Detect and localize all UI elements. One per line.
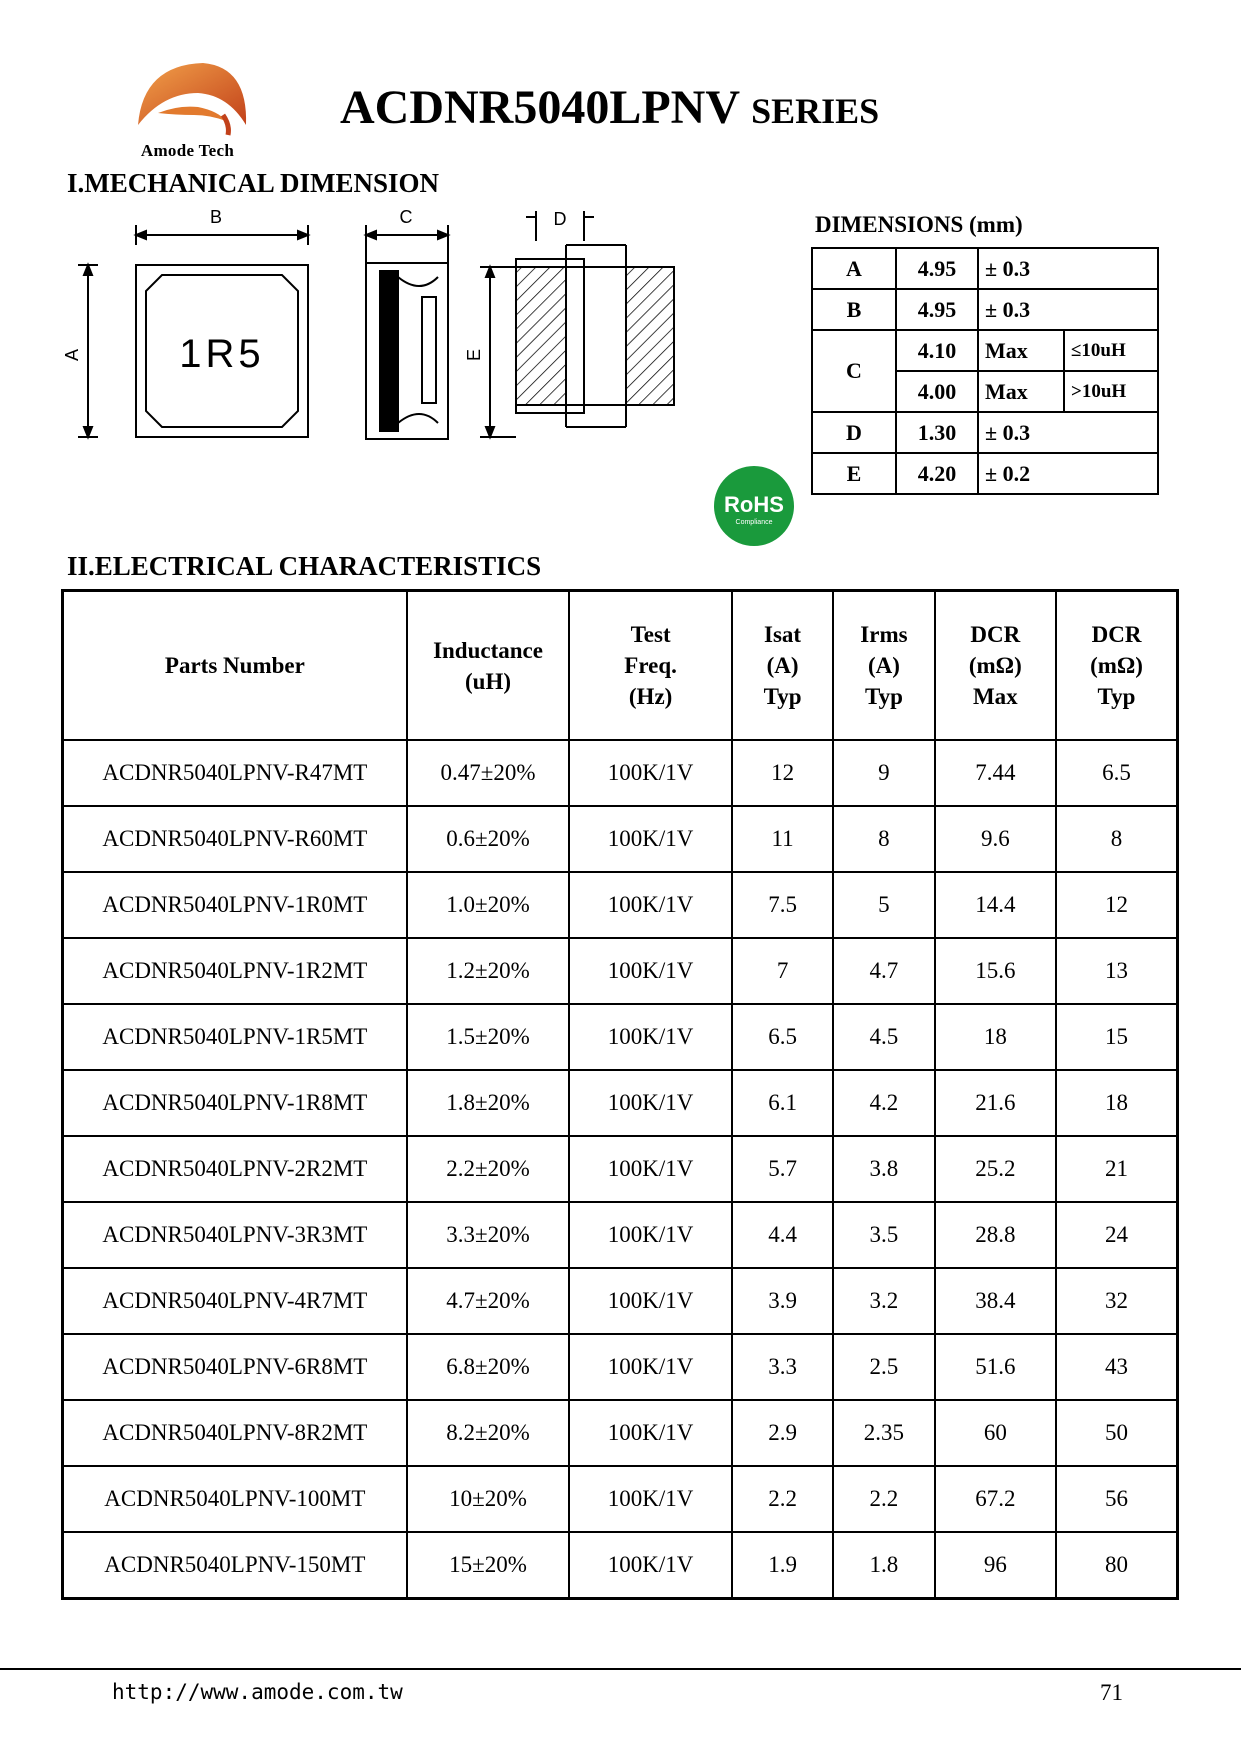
rohs-badge — [712, 462, 796, 550]
cell-test-freq: 100K/1V — [569, 1136, 732, 1202]
cell-part-number: ACDNR5040LPNV-1R5MT — [63, 1004, 407, 1070]
dim-key: B — [812, 289, 896, 330]
cell-isat: 5.7 — [732, 1136, 833, 1202]
dimensions-table — [811, 247, 1159, 495]
cell-isat: 7 — [732, 938, 833, 1004]
dim-note: ≤10uH — [1064, 330, 1158, 371]
cell-inductance: 15±20% — [407, 1532, 570, 1599]
dim-label-b: B — [209, 207, 223, 227]
cell-irms: 2.35 — [833, 1400, 934, 1466]
header-test-freq: Test Freq. (Hz) — [569, 591, 732, 741]
cell-inductance: 4.7±20% — [407, 1268, 570, 1334]
title-suffix: SERIES — [751, 91, 880, 131]
logo-text: Amode Tech — [140, 141, 235, 160]
cell-isat: 12 — [732, 740, 833, 806]
table-row — [812, 453, 1158, 494]
cell-test-freq: 100K/1V — [569, 1466, 732, 1532]
dim-note: >10uH — [1064, 371, 1158, 412]
dim-tolerance: ± 0.3 — [978, 412, 1158, 453]
cell-dcr-typ: 6.5 — [1056, 740, 1177, 806]
cell-test-freq: 100K/1V — [569, 1532, 732, 1599]
cell-dcr-typ: 21 — [1056, 1136, 1177, 1202]
cell-isat: 4.4 — [732, 1202, 833, 1268]
cell-part-number: ACDNR5040LPNV-150MT — [63, 1532, 407, 1599]
part-marking: 1R5 — [179, 332, 265, 376]
cell-inductance: 1.8±20% — [407, 1070, 570, 1136]
cell-dcr-typ: 8 — [1056, 806, 1177, 872]
cell-test-freq: 100K/1V — [569, 806, 732, 872]
dim-key: D — [812, 412, 896, 453]
top-view — [78, 225, 308, 437]
dim-value: 4.00 — [896, 371, 978, 412]
cell-inductance: 1.0±20% — [407, 872, 570, 938]
section-electrical-title: II.ELECTRICAL CHARACTERISTICS — [67, 551, 542, 581]
cell-dcr-max: 14.4 — [935, 872, 1056, 938]
mechanical-drawing — [60, 205, 730, 465]
dim-tolerance: ± 0.2 — [978, 453, 1158, 494]
cell-dcr-max: 60 — [935, 1400, 1056, 1466]
cell-irms: 3.8 — [833, 1136, 934, 1202]
cell-irms: 2.2 — [833, 1466, 934, 1532]
header-parts-number: Parts Number — [63, 591, 407, 741]
table-row — [812, 289, 1158, 330]
cell-isat: 1.9 — [732, 1532, 833, 1599]
cell-dcr-typ: 24 — [1056, 1202, 1177, 1268]
cell-isat: 2.9 — [732, 1400, 833, 1466]
table-row — [63, 1268, 1178, 1334]
cell-irms: 9 — [833, 740, 934, 806]
cell-dcr-max: 67.2 — [935, 1466, 1056, 1532]
dim-value: 4.95 — [896, 248, 978, 289]
header-isat: Isat (A) Typ — [732, 591, 833, 741]
cell-dcr-max: 28.8 — [935, 1202, 1056, 1268]
cell-dcr-max: 15.6 — [935, 938, 1056, 1004]
cell-isat: 3.3 — [732, 1334, 833, 1400]
header-dcr-typ: DCR (mΩ) Typ — [1056, 591, 1177, 741]
cell-inductance: 3.3±20% — [407, 1202, 570, 1268]
cell-dcr-typ: 32 — [1056, 1268, 1177, 1334]
cell-irms: 1.8 — [833, 1532, 934, 1599]
dimensions-caption: DIMENSIONS (mm) — [815, 212, 1023, 237]
cell-part-number: ACDNR5040LPNV-1R2MT — [63, 938, 407, 1004]
cell-test-freq: 100K/1V — [569, 1400, 732, 1466]
cell-inductance: 1.5±20% — [407, 1004, 570, 1070]
table-row — [63, 1466, 1178, 1532]
section-mechanical-title: I.MECHANICAL DIMENSION — [67, 168, 440, 198]
cell-dcr-max: 7.44 — [935, 740, 1056, 806]
page-number: 71 — [1100, 1680, 1123, 1705]
cell-isat: 7.5 — [732, 872, 833, 938]
dim-label-a: A — [62, 348, 82, 362]
cell-test-freq: 100K/1V — [569, 1268, 732, 1334]
cell-test-freq: 100K/1V — [569, 938, 732, 1004]
cell-part-number: ACDNR5040LPNV-4R7MT — [63, 1268, 407, 1334]
table-row — [63, 1334, 1178, 1400]
cell-part-number: ACDNR5040LPNV-1R0MT — [63, 872, 407, 938]
header-inductance: Inductance (uH) — [407, 591, 570, 741]
cell-dcr-typ: 80 — [1056, 1532, 1177, 1599]
dim-value: 4.95 — [896, 289, 978, 330]
cell-test-freq: 100K/1V — [569, 1334, 732, 1400]
cell-isat: 3.9 — [732, 1268, 833, 1334]
cell-dcr-typ: 56 — [1056, 1466, 1177, 1532]
cell-dcr-typ: 13 — [1056, 938, 1177, 1004]
cell-dcr-max: 18 — [935, 1004, 1056, 1070]
cell-part-number: ACDNR5040LPNV-R60MT — [63, 806, 407, 872]
dim-value: 4.10 — [896, 330, 978, 371]
cell-inductance: 10±20% — [407, 1466, 570, 1532]
cell-test-freq: 100K/1V — [569, 740, 732, 806]
dim-label-e: E — [464, 348, 484, 362]
cell-isat: 11 — [732, 806, 833, 872]
cell-test-freq: 100K/1V — [569, 872, 732, 938]
cell-part-number: ACDNR5040LPNV-1R8MT — [63, 1070, 407, 1136]
table-row — [63, 1202, 1178, 1268]
cell-dcr-max: 51.6 — [935, 1334, 1056, 1400]
table-row — [63, 740, 1178, 806]
cell-test-freq: 100K/1V — [569, 1004, 732, 1070]
cell-inductance: 2.2±20% — [407, 1136, 570, 1202]
header-irms: Irms (A) Typ — [833, 591, 934, 741]
cell-irms: 3.5 — [833, 1202, 934, 1268]
cell-isat: 2.2 — [732, 1466, 833, 1532]
cell-inductance: 0.47±20% — [407, 740, 570, 806]
cell-dcr-typ: 15 — [1056, 1004, 1177, 1070]
cell-dcr-max: 9.6 — [935, 806, 1056, 872]
cell-irms: 8 — [833, 806, 934, 872]
cell-inductance: 1.2±20% — [407, 938, 570, 1004]
cell-part-number: ACDNR5040LPNV-100MT — [63, 1466, 407, 1532]
cell-part-number: ACDNR5040LPNV-8R2MT — [63, 1400, 407, 1466]
dim-value: 4.20 — [896, 453, 978, 494]
dim-tolerance: Max — [978, 371, 1064, 412]
dim-value: 1.30 — [896, 412, 978, 453]
table-row — [63, 1400, 1178, 1466]
cell-irms: 4.7 — [833, 938, 934, 1004]
cell-irms: 5 — [833, 872, 934, 938]
cell-test-freq: 100K/1V — [569, 1202, 732, 1268]
cell-dcr-typ: 43 — [1056, 1334, 1177, 1400]
page-title — [340, 80, 879, 135]
table-row — [63, 1136, 1178, 1202]
cell-part-number: ACDNR5040LPNV-6R8MT — [63, 1334, 407, 1400]
cell-dcr-typ: 18 — [1056, 1070, 1177, 1136]
rohs-subtext: Compliance — [735, 519, 773, 526]
dim-key: A — [812, 248, 896, 289]
dim-tolerance: ± 0.3 — [978, 248, 1158, 289]
cell-dcr-typ: 12 — [1056, 872, 1177, 938]
table-header-row — [63, 591, 1178, 741]
cell-dcr-max: 38.4 — [935, 1268, 1056, 1334]
cell-dcr-max: 96 — [935, 1532, 1056, 1599]
cell-isat: 6.1 — [732, 1070, 833, 1136]
title-main: ACDNR5040LPNV — [340, 81, 740, 134]
dim-key: C — [812, 330, 896, 412]
cell-irms: 4.5 — [833, 1004, 934, 1070]
footer-divider — [0, 1668, 1241, 1670]
dim-tolerance: Max — [978, 330, 1064, 371]
table-row — [63, 1004, 1178, 1070]
table-row — [63, 1532, 1178, 1599]
electrical-table — [61, 589, 1179, 1600]
section-view — [480, 211, 674, 437]
table-row — [812, 330, 1158, 371]
cell-part-number: ACDNR5040LPNV-R47MT — [63, 740, 407, 806]
cell-irms: 4.2 — [833, 1070, 934, 1136]
header-dcr-max: DCR (mΩ) Max — [935, 591, 1056, 741]
cell-inductance: 8.2±20% — [407, 1400, 570, 1466]
footer-url[interactable]: http://www.amode.com.tw — [112, 1680, 403, 1704]
side-view — [366, 225, 448, 439]
table-row — [63, 806, 1178, 872]
cell-irms: 2.5 — [833, 1334, 934, 1400]
cell-dcr-typ: 50 — [1056, 1400, 1177, 1466]
cell-test-freq: 100K/1V — [569, 1070, 732, 1136]
dim-key: E — [812, 453, 896, 494]
dim-tolerance: ± 0.3 — [978, 289, 1158, 330]
cell-inductance: 0.6±20% — [407, 806, 570, 872]
cell-part-number: ACDNR5040LPNV-3R3MT — [63, 1202, 407, 1268]
table-row — [63, 938, 1178, 1004]
cell-irms: 3.2 — [833, 1268, 934, 1334]
table-row — [812, 248, 1158, 289]
table-row — [812, 412, 1158, 453]
table-row — [63, 1070, 1178, 1136]
cell-dcr-max: 21.6 — [935, 1070, 1056, 1136]
dim-label-d: D — [553, 209, 567, 229]
cell-inductance: 6.8±20% — [407, 1334, 570, 1400]
table-row — [63, 872, 1178, 938]
dim-label-c: C — [399, 207, 413, 227]
rohs-text: RoHS — [724, 492, 784, 517]
cell-isat: 6.5 — [732, 1004, 833, 1070]
cell-dcr-max: 25.2 — [935, 1136, 1056, 1202]
cell-part-number: ACDNR5040LPNV-2R2MT — [63, 1136, 407, 1202]
